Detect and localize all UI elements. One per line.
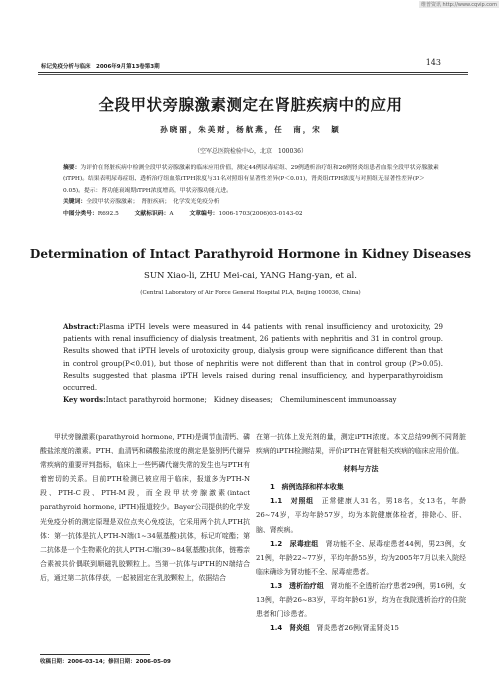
body-right-column bbox=[256, 430, 466, 635]
intro-paragraph: 甲状旁腺激素(parathyroid hormone, PTH)是调节血清钙、磷酸盐浓度的激素。PTH、血清钙和磷酸盐浓度的测定是鉴别钙代谢异常疾病的重要评判指标，临床上一些钙磷代谢失常的发生也与PTH有着密切的关系。目前PTH检测已被应用于临床，报道多为PTH-N段、PTH-C段、PTH-M段，而全段甲状旁腺激素(intact parathyroid hormone, iPTH)报道较少。Bayer公司提供的化学发光免疫分析的测定原理是双位点夹心免疫法，它采用两个抗人PTH抗体：第一抗体是抗人PTH-N端(1~34氨基酸)抗体，标记吖啶酯；第二抗体是一个生物素化的抗人PTH-C端(39~84氨基酸)抗体，链霉亲合素被共价偶联到顺磁乳胶颗粒上。当第一抗体与iPTH的N端结合后，通过第二抗体俘获，一起被固定在乳胶颗粒上，依据结合 bbox=[40, 433, 251, 582]
abstract-en-label: Abstract: bbox=[63, 322, 99, 331]
doc-code-label: 文献标识码： bbox=[134, 210, 170, 217]
keywords-en-label: Key words: bbox=[63, 395, 106, 405]
article-no-label: 文章编号： bbox=[189, 210, 219, 217]
abstract-cn bbox=[63, 163, 443, 220]
affiliation-en: (Central Laboratory of Air Force General Hospital PLA, Beijing 100036, China) bbox=[140, 290, 361, 296]
abstract-en-text: Plasma iPTH levels were measured in 44 patients with renal insufficiency and urotoxicity, 29 patients with renal insufficiency of dialysis treatment, 26 patients with nephritis and 31 in control group. Results showed that iPTH levels of urotoxicity group, dialysis group were significance different than that in control group(P<0.01), but those of nephritis were not different than that in control group (P>0.05). Results suggested that plasma iPTH levels raised during renal insufficiency, and hyperparathyroidism occurred. bbox=[63, 323, 443, 393]
item-nephritis: 1.4 肾炎组 肾炎患者26例(肾盂肾炎15 bbox=[270, 624, 399, 633]
keywords-cn-label: 关键词： bbox=[63, 199, 87, 206]
item-uremia: 1.2 尿毒症组 肾功能不全、尿毒症患者44例，男23例，女21例，年龄22~77岁，平均年龄55岁，均为2005年7月以来入院经临床确诊为肾功能不全、尿毒症患者。 bbox=[256, 539, 466, 576]
title-en: Determination of Intact Parathyroid Hormone in Kidney Diseases bbox=[29, 247, 472, 261]
footnote-rule bbox=[40, 654, 150, 655]
keywords-cn: 全段甲状旁腺激素； 肾脏疾病； 化学发光免疫分析 bbox=[86, 199, 220, 206]
abstract-cn-label: 摘要： bbox=[63, 165, 81, 171]
abstract-en bbox=[63, 321, 443, 406]
watermark: 维普资讯 http://www.cqvip.com bbox=[420, 2, 497, 8]
journal-header: 标记免疫分析与临床 2006年9月第13卷第3期 bbox=[41, 64, 160, 70]
header-rule bbox=[38, 72, 468, 73]
section-title: 材料与方法 bbox=[343, 465, 379, 474]
affiliation-cn: （空军总医院检验中心，北京 100036） bbox=[194, 148, 307, 155]
header-rule-thin bbox=[38, 74, 468, 75]
article-no-value: 1006-1703(2006)03-0143-02 bbox=[218, 210, 303, 217]
authors-en: SUN Xiao-li, ZHU Mei-cai, YANG Hang-yan, et al. bbox=[144, 271, 357, 281]
body-left-column bbox=[40, 430, 250, 585]
abstract-cn-text: 为评价在肾脏疾病中检测全段甲状旁腺激素的临床应用价值，测定44例尿毒症组、29例透析治疗组和26例肾炎组患者血浆全段甲状旁腺激素(iTPH)。结果表明尿毒症组、透析治疗组血浆iTPH浓度与31名对照组有显著性差异(P＜0.01)，肾炎组iTPH浓度与对照组无显著性差异(P＞0.05)。提示：肾功能衰竭期iTPH浓度增高，甲状旁腺功能亢进。 bbox=[63, 165, 439, 194]
authors-cn: 孙晓丽，朱美财，杨航燕，任 南，宋 颖 bbox=[160, 125, 341, 134]
received-date: 收稿日期：2006-03-14；修回日期：2006-05-09 bbox=[40, 659, 171, 665]
doc-code-value: A bbox=[169, 210, 174, 217]
subsection-title: 1 病例选择和样本收集 bbox=[270, 483, 344, 492]
clc-value: R692.5 bbox=[97, 210, 119, 217]
page-number: 143 bbox=[425, 58, 441, 67]
keywords-en: Intact parathyroid hormone; Kidney diseases; Chemiluminescent immunoassay bbox=[105, 396, 397, 405]
intro-continuation: 在第一抗体上发光剂的量，测定iPTH浓度。本文总结99例不同肾脏疾病的iPTH检测结果，评价iPTH在肾脏相关疾病的临床应用价值。 bbox=[256, 433, 466, 456]
item-control: 1.1 对照组 正常健康人31名，男18名，女13名，年龄26~74岁，平均年龄57岁，均为本院健康体检者，排除心、肝、脑、肾疾病。 bbox=[256, 497, 466, 534]
item-dialysis: 1.3 透析治疗组 肾功能不全透析治疗患者29例，男16例，女13例，年龄26~83岁，平均年龄61岁，均为在我院透析治疗的住院患者和门诊患者。 bbox=[256, 581, 466, 619]
title-cn: 全段甲状旁腺激素测定在肾脏疾病中的应用 bbox=[98, 96, 403, 114]
clc-label: 中图分类号： bbox=[63, 210, 98, 217]
